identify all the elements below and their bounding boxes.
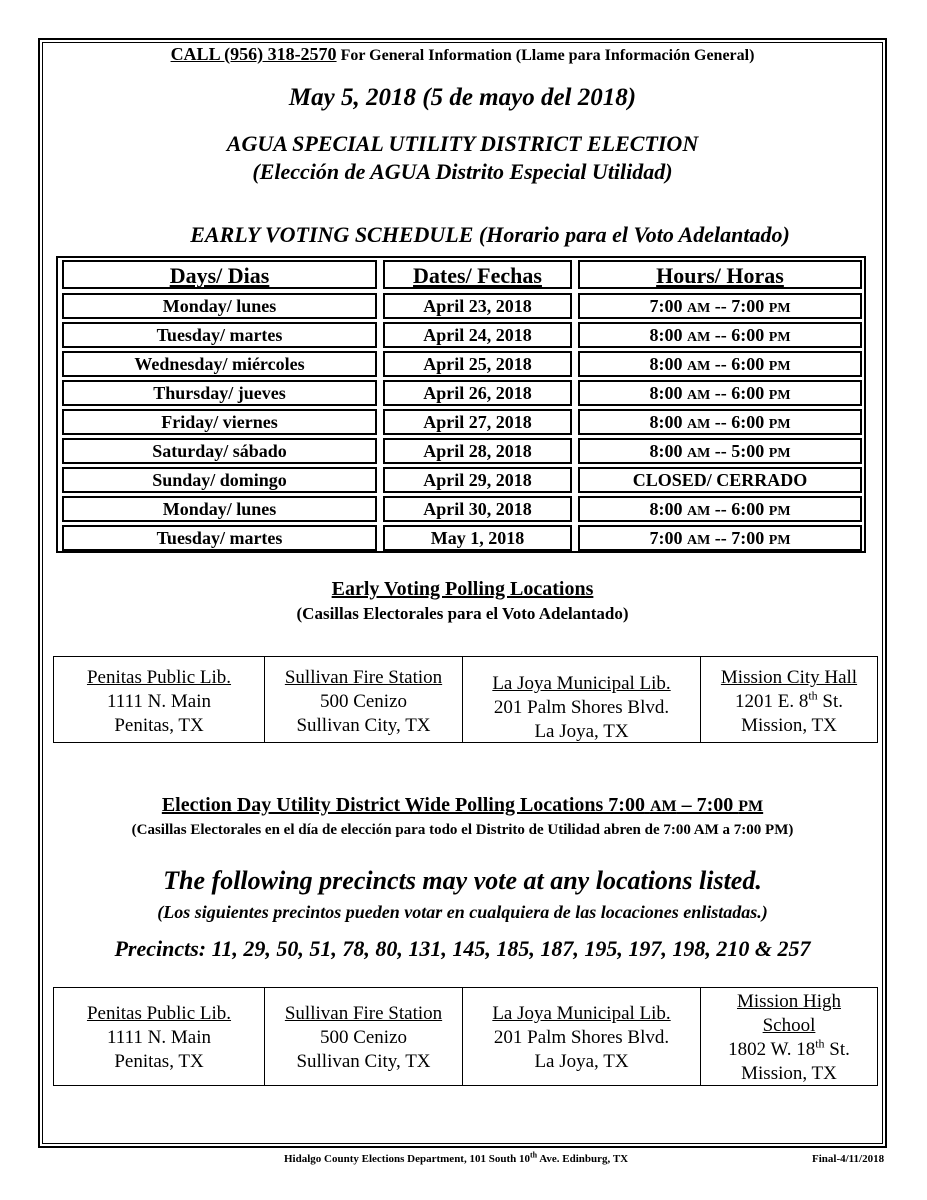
schedule-date: April 30, 2018 — [383, 496, 572, 522]
location-cell — [265, 657, 463, 742]
location-cell — [463, 657, 701, 742]
election-day-subtitle: (Casillas Electorales en el día de elección para todo el Distrito de Utilidad abren de 7:00 AM a 7:00 PM) — [131, 822, 794, 838]
schedule-day: Monday/ lunes — [62, 496, 377, 522]
location-address: 1802 W. 18th St. — [728, 1036, 850, 1060]
location-name: Mission City Hall — [720, 667, 858, 688]
schedule-date: April 25, 2018 — [383, 351, 572, 377]
call-info-text: For General Information (Llame para Información General) — [340, 47, 755, 64]
schedule-hours: 7:00 AM -- 7:00 PM — [578, 525, 862, 551]
call-info-line — [38, 44, 887, 65]
election-day-title: Election Day Utility District Wide Polling Locations 7:00 AM – 7:00 PM — [161, 794, 764, 816]
location-name: La Joya Municipal Lib. — [492, 673, 671, 694]
location-address: 1111 N. Main — [107, 1027, 211, 1048]
location-cell — [701, 657, 877, 742]
table-row — [60, 438, 862, 467]
location-cell — [54, 657, 265, 742]
location-cell — [54, 988, 265, 1085]
location-address: 201 Palm Shores Blvd. — [493, 1027, 670, 1048]
schedule-day: Saturday/ sábado — [62, 438, 377, 464]
location-address: 1111 N. Main — [107, 691, 211, 712]
location-city: La Joya, TX — [534, 721, 629, 742]
location-name: Penitas Public Lib. — [86, 1003, 232, 1024]
phone-link[interactable]: CALL (956) 318-2570 — [170, 44, 337, 64]
schedule-day: Thursday/ jueves — [62, 380, 377, 406]
schedule-date: April 28, 2018 — [383, 438, 572, 464]
table-header-row — [60, 260, 862, 289]
schedule-hours: 8:00 AM -- 6:00 PM — [578, 496, 862, 522]
schedule-date: April 24, 2018 — [383, 322, 572, 348]
table-row — [60, 409, 862, 438]
location-name-cont: School — [762, 1015, 816, 1036]
schedule-hours: 8:00 AM -- 6:00 PM — [578, 380, 862, 406]
location-city: Sullivan City, TX — [296, 1051, 431, 1072]
election-day-locations-table — [53, 987, 878, 1086]
location-city: Penitas, TX — [114, 715, 204, 736]
location-address: 1201 E. 8th St. — [734, 688, 844, 712]
schedule-day: Friday/ viernes — [62, 409, 377, 435]
schedule-date: April 23, 2018 — [383, 293, 572, 319]
early-locations-subtitle: (Casillas Electorales para el Voto Adelantado) — [296, 604, 629, 623]
precincts-note-es: (Los siguientes precintos pueden votar en cualquiera de las locaciones enlistadas.) — [157, 902, 768, 922]
early-voting-schedule-table — [56, 256, 866, 553]
table-row — [60, 351, 862, 380]
footer-department: Hidalgo County Elections Department, 101 South 10th Ave. Edinburg, TX — [284, 1150, 629, 1165]
schedule-day: Tuesday/ martes — [62, 322, 377, 348]
schedule-hours: 8:00 AM -- 6:00 PM — [578, 409, 862, 435]
election-title: AGUA SPECIAL UTILITY DISTRICT ELECTION — [226, 131, 699, 156]
schedule-date: April 27, 2018 — [383, 409, 572, 435]
early-voting-schedule-title: EARLY VOTING SCHEDULE (Horario para el Voto Adelantado) — [190, 222, 790, 247]
precincts-list: Precincts: 11, 29, 50, 51, 78, 80, 131, 145, 185, 187, 195, 197, 198, 210 & 257 — [114, 936, 811, 961]
table-row — [60, 525, 862, 554]
schedule-hours: CLOSED/ CERRADO — [578, 467, 862, 493]
schedule-day: Tuesday/ martes — [62, 525, 377, 551]
schedule-day: Wednesday/ miércoles — [62, 351, 377, 377]
location-city: Mission, TX — [741, 715, 837, 736]
early-locations-title: Early Voting Polling Locations — [331, 578, 594, 600]
schedule-hours: 8:00 AM -- 6:00 PM — [578, 351, 862, 377]
location-cell — [701, 988, 877, 1085]
location-address: 201 Palm Shores Blvd. — [493, 697, 670, 718]
location-name: La Joya Municipal Lib. — [492, 1003, 671, 1024]
location-city: Penitas, TX — [114, 1051, 204, 1072]
location-name: Penitas Public Lib. — [86, 667, 232, 688]
column-header-dates: Dates/ Fechas — [383, 260, 572, 289]
schedule-hours: 7:00 AM -- 7:00 PM — [578, 293, 862, 319]
location-city: La Joya, TX — [534, 1051, 629, 1072]
election-date: May 5, 2018 (5 de mayo del 2018) — [288, 84, 637, 111]
schedule-day: Monday/ lunes — [62, 293, 377, 319]
early-locations-table — [53, 656, 878, 743]
location-address: 500 Cenizo — [319, 1027, 408, 1048]
election-title-es: (Elección de AGUA Distrito Especial Utilidad) — [252, 159, 673, 184]
schedule-date: April 29, 2018 — [383, 467, 572, 493]
schedule-day: Sunday/ domingo — [62, 467, 377, 493]
location-name: Sullivan Fire Station — [284, 1003, 443, 1024]
table-row — [60, 496, 862, 525]
schedule-hours: 8:00 AM -- 6:00 PM — [578, 322, 862, 348]
precincts-note: The following precincts may vote at any locations listed. — [163, 866, 762, 895]
location-city: Sullivan City, TX — [296, 715, 431, 736]
table-row — [60, 467, 862, 496]
table-row — [60, 380, 862, 409]
location-name: Sullivan Fire Station — [284, 667, 443, 688]
schedule-hours: 8:00 AM -- 5:00 PM — [578, 438, 862, 464]
location-city: Mission, TX — [741, 1063, 837, 1084]
footer-version: Final-4/11/2018 — [812, 1153, 885, 1165]
column-header-hours: Hours/ Horas — [578, 260, 862, 289]
table-row — [60, 322, 862, 351]
location-address: 500 Cenizo — [319, 691, 408, 712]
location-name: Mission High — [737, 991, 841, 1012]
location-cell — [463, 988, 701, 1085]
location-cell — [265, 988, 463, 1085]
column-header-days: Days/ Dias — [62, 260, 377, 289]
table-row — [60, 293, 862, 322]
schedule-date: April 26, 2018 — [383, 380, 572, 406]
schedule-date: May 1, 2018 — [383, 525, 572, 551]
